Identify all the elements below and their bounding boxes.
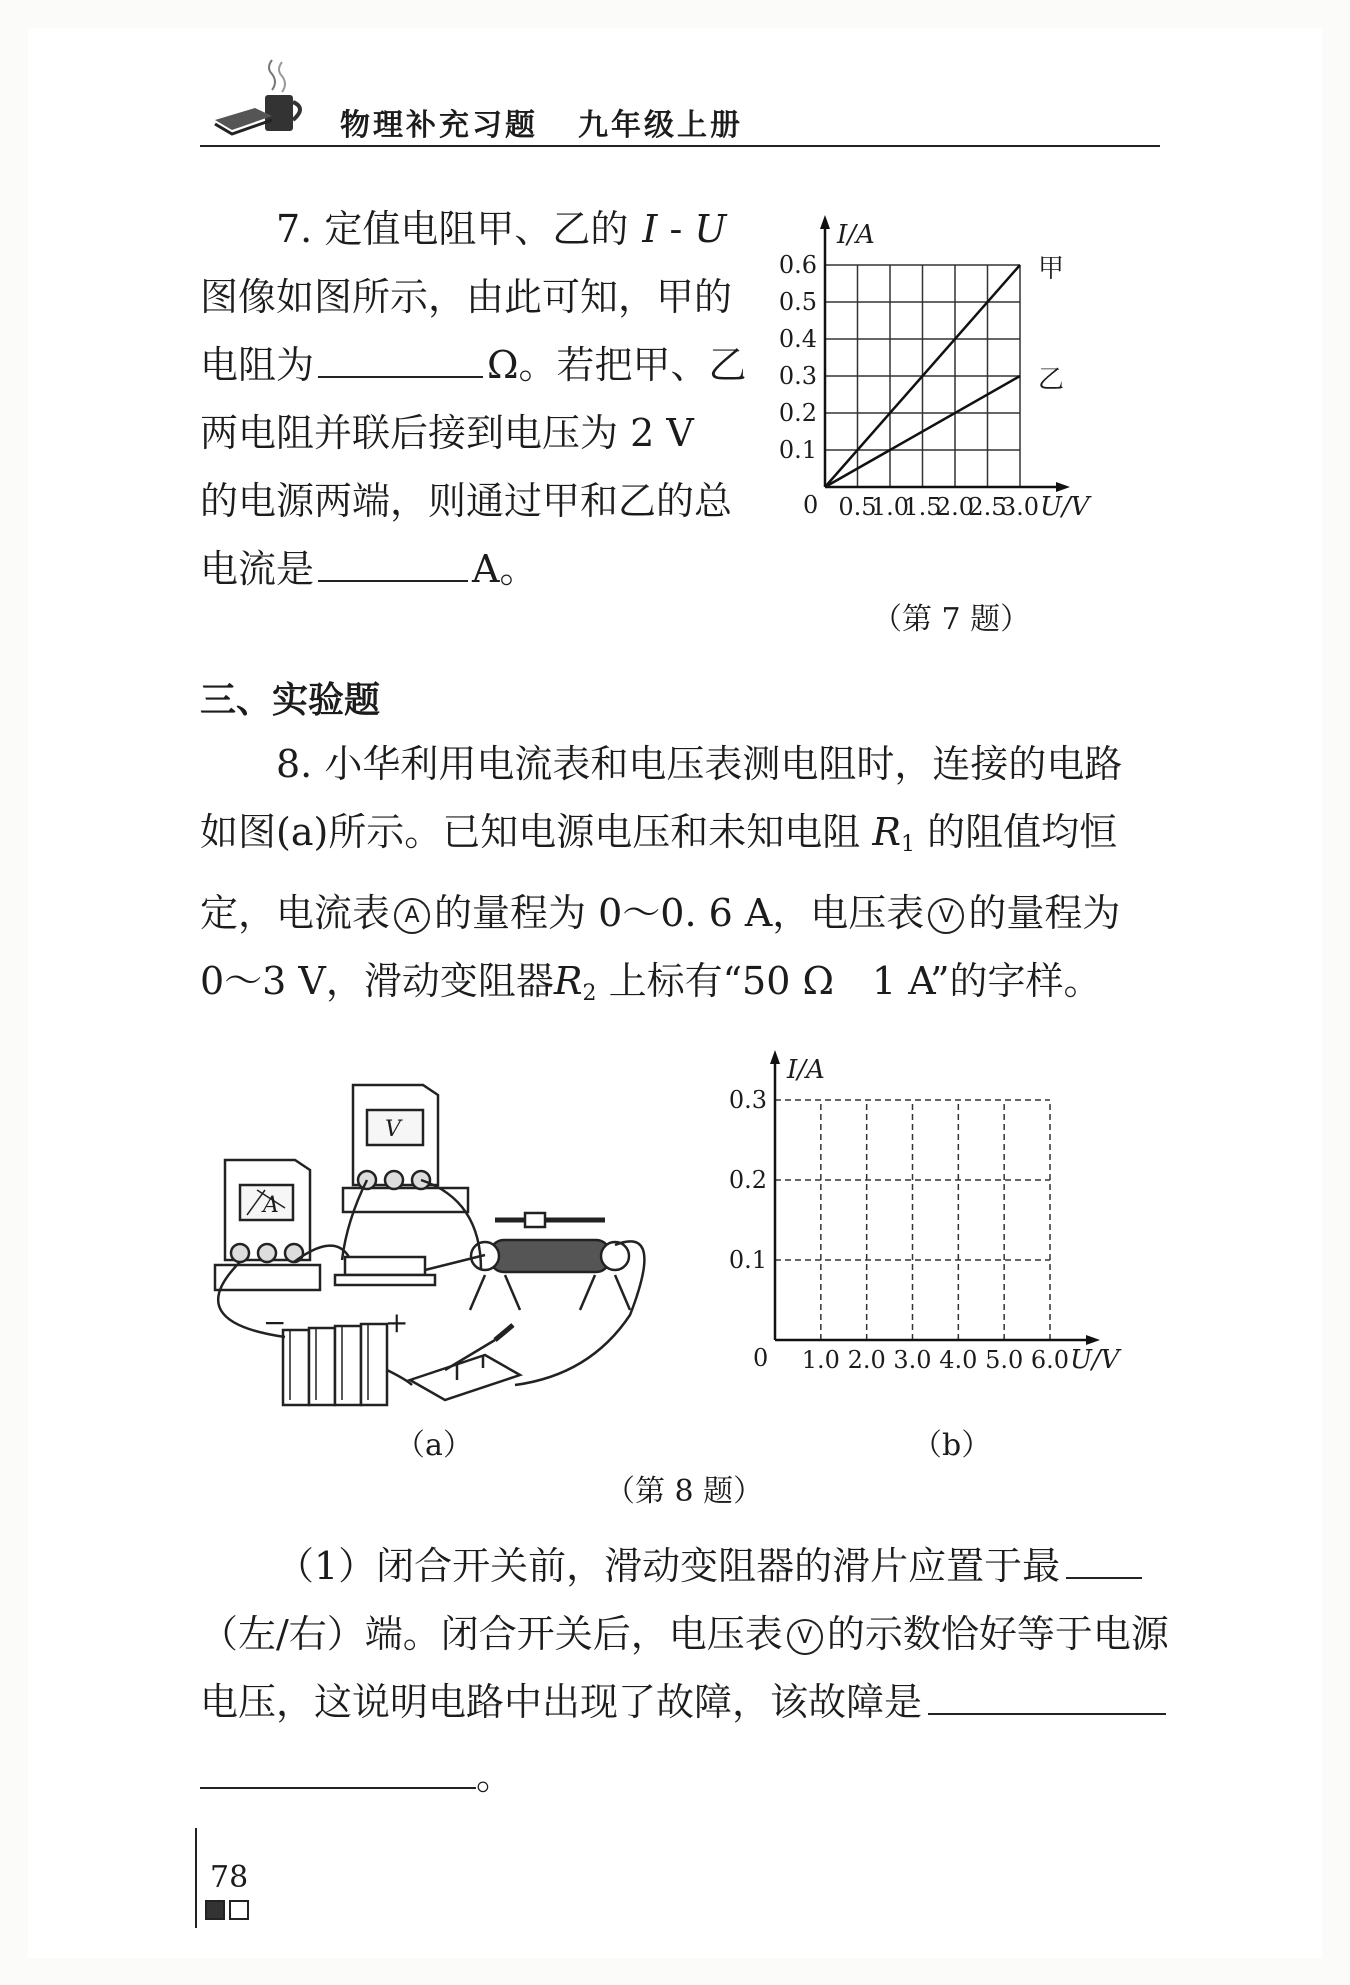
x-axis-arrow — [1086, 1335, 1100, 1345]
y-tick-label: 0.3 — [728, 1086, 767, 1114]
x-tick-label: 3.0 — [1000, 493, 1040, 521]
q7-line-1: 7. 定值电阻甲、乙的 I - U — [276, 207, 727, 251]
origin-label: 0 — [753, 1344, 769, 1372]
ammeter-face-label: A — [263, 1193, 279, 1218]
answer-blank-resistance[interactable] — [318, 340, 483, 378]
label-b: （b） — [912, 1428, 992, 1463]
q7-line-4: 两电阻并联后接到电压为 2 V — [200, 411, 694, 455]
x-tick-label: 2.5 — [968, 493, 1007, 521]
q8-line-1: 8. 小华利用电流表和电压表测电阻时，连接的电路 — [276, 742, 1123, 786]
y-tick-label: 0.4 — [778, 325, 817, 353]
fixed-resistor — [335, 1257, 435, 1285]
x-axis-arrow — [1056, 482, 1070, 492]
header-title — [340, 100, 743, 144]
y-axis-label: I/A — [837, 220, 875, 250]
x-tick-label: 5.0 — [985, 1346, 1024, 1374]
voltmeter-face-label: V — [385, 1117, 401, 1142]
battery-pack — [283, 1324, 387, 1405]
q8-caption: （第 8 题） — [605, 1474, 764, 1509]
x-tick-label: 3.0 — [893, 1346, 932, 1374]
label-a: （a） — [395, 1428, 473, 1463]
q7-line-2: 图像如图所示，由此可知，甲的 — [200, 275, 733, 319]
rheostat — [470, 1213, 630, 1310]
q8-1-line-3: 电压，这说明电路中出现了故障，该故障是 — [200, 1668, 1160, 1736]
y-tick-label: 0.6 — [778, 251, 817, 279]
q8-1-line-1: （1）闭合开关前，滑动变阻器的滑片应置于最 — [200, 1532, 1160, 1600]
header-rule — [200, 145, 1160, 147]
q8-line-2: 如图(a)所示。已知电源电压和未知电阻 $R_1$ 的阻值均恒 — [200, 810, 1118, 857]
ammeter-symbol: A — [394, 898, 430, 934]
battery-minus-label: − — [263, 1306, 287, 1339]
y-axis-arrow — [770, 1050, 780, 1064]
q8-1-line-2: （左/右）端。闭合开关后，电压表 V 的示数恰好等于电源 — [200, 1612, 1169, 1656]
knife-switch — [410, 1325, 520, 1400]
answer-blank-fault-2[interactable] — [200, 1751, 476, 1789]
grade-label: 九年级上册 — [578, 108, 743, 143]
q7-line-6: 电流是 A。 — [200, 535, 747, 603]
y-axis-arrow — [820, 215, 830, 229]
q7-caption: （第 7 题） — [872, 602, 1031, 637]
y-tick-label: 0.3 — [778, 362, 817, 390]
x-tick-label: 6.0 — [1030, 1346, 1070, 1374]
q8-1-line-4: 。 — [200, 1742, 1160, 1810]
voltmeter-symbol: V — [928, 898, 964, 934]
x-tick-label: 1.0 — [870, 493, 910, 521]
margin-rule — [195, 1828, 197, 1928]
question-8-1 — [200, 1532, 1169, 1810]
y-tick-label: 0.1 — [728, 1246, 767, 1274]
x-tick-label: 1.0 — [801, 1346, 840, 1374]
section-title: 三、实验题 — [200, 680, 381, 721]
x-tick-label: 2.0 — [935, 493, 975, 521]
series-label-1: 甲 — [1038, 254, 1065, 284]
y-tick-label: 0.2 — [728, 1166, 767, 1194]
page-header — [200, 50, 1160, 150]
voltmeter-symbol-2: V — [787, 1619, 823, 1655]
y-tick-label: 0.2 — [778, 399, 817, 427]
book-cup-icon — [210, 50, 320, 140]
q8-line-4: 0～3 V，滑动变阻器$R_2$ 上标有“50 Ω 1 A”的字样。 — [200, 959, 1102, 1006]
y-tick-label: 0.5 — [778, 288, 817, 316]
q7-line-5: 的电源两端，则通过甲和乙的总 — [200, 479, 733, 523]
y-tick-label: 0.1 — [778, 436, 817, 464]
q8-line-3: 定，电流表 A 的量程为 0～0. 6 A，电压表 V 的量程为 — [200, 891, 1121, 935]
x-axis-label: U/V — [1070, 1345, 1120, 1375]
question-7 — [200, 195, 747, 603]
answer-blank-fault-1[interactable] — [928, 1677, 1166, 1715]
question-8 — [200, 730, 1160, 1028]
q7-line-3: 电阻为 Ω。若把甲、乙 — [200, 331, 747, 399]
answer-blank-direction[interactable] — [1066, 1541, 1142, 1579]
book-title: 物理补充习题 — [340, 108, 538, 143]
battery-plus-label: + — [385, 1306, 409, 1339]
page-number: 78 — [210, 1860, 249, 1895]
q8b-empty-chart — [720, 1030, 1160, 1400]
x-tick-label: 4.0 — [939, 1346, 978, 1374]
origin-label: 0 — [803, 491, 819, 519]
answer-blank-current[interactable] — [318, 544, 468, 582]
circuit-diagram — [195, 1070, 665, 1410]
page-marker-icon — [205, 1900, 255, 1922]
series-label-2: 乙 — [1038, 365, 1065, 395]
q7-iu-chart — [760, 195, 1180, 525]
x-axis-label: U/V — [1040, 492, 1090, 522]
x-tick-label: 1.5 — [903, 493, 942, 521]
y-axis-label: I/A — [787, 1055, 825, 1085]
x-tick-label: 0.5 — [838, 493, 877, 521]
x-tick-label: 2.0 — [847, 1346, 886, 1374]
